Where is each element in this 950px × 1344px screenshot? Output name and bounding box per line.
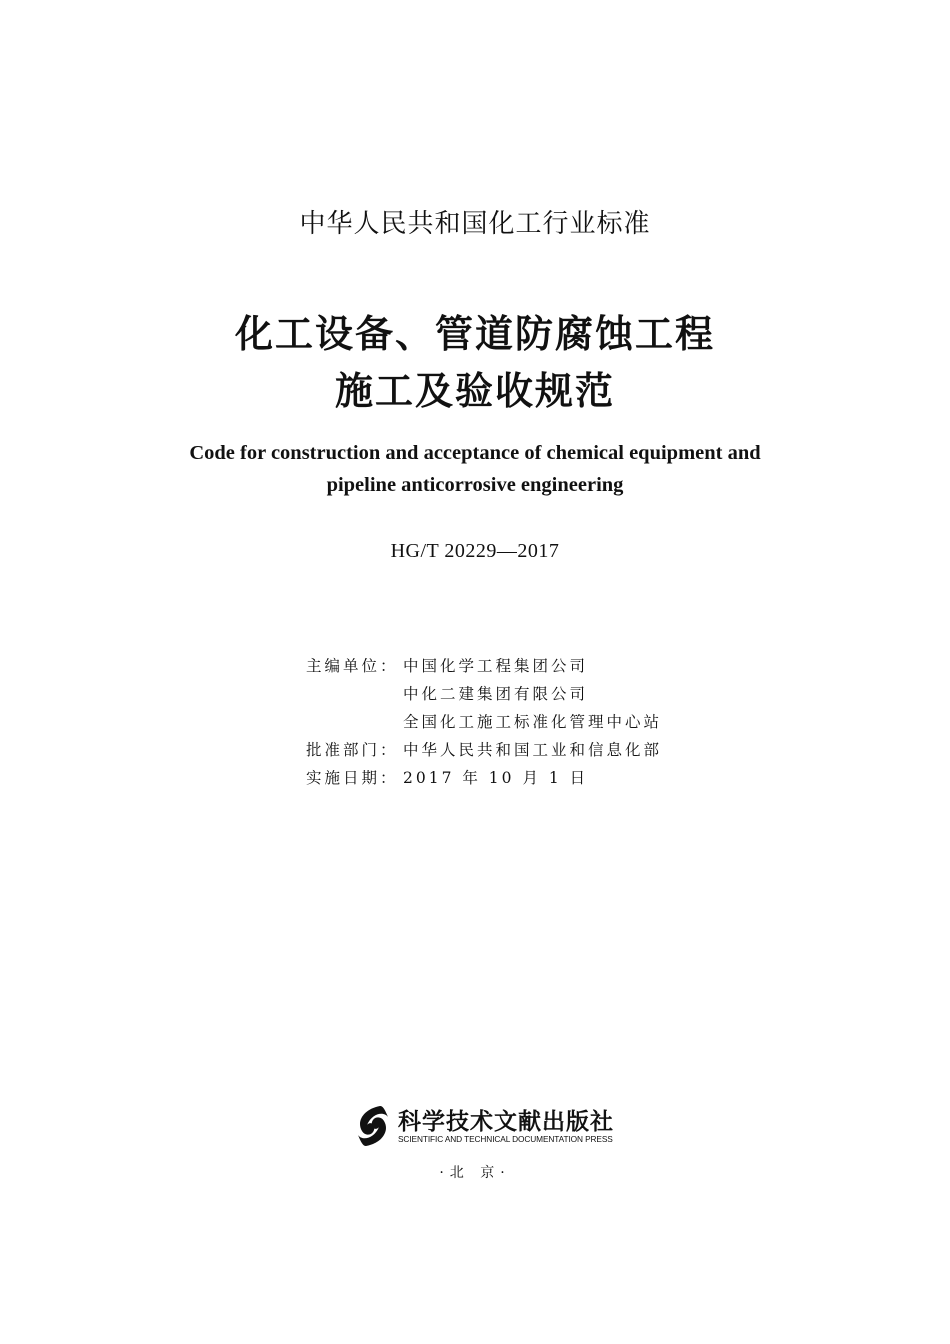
standard-code: HG/T 20229—2017 bbox=[390, 540, 560, 562]
editor-3: 全国化工施工标准化管理中心站 bbox=[403, 713, 663, 731]
document-title-line-1: 化工设备、管道防腐蚀工程 bbox=[234, 312, 715, 356]
editor-row bbox=[306, 654, 588, 676]
date-value: 2017 年 10 月 1 日 bbox=[403, 769, 589, 787]
document-title-line-2: 施工及验收规范 bbox=[334, 369, 615, 413]
industry-standard-heading: 中华人民共和国化工行业标准 bbox=[299, 209, 651, 239]
publisher-swirl-logo-icon bbox=[350, 1103, 396, 1149]
english-title-line-2: pipeline anticorrosive engineering bbox=[326, 474, 624, 496]
date-label: 实施日期： bbox=[306, 769, 399, 787]
approval-row bbox=[306, 738, 662, 760]
approval-value: 中华人民共和国工业和信息化部 bbox=[403, 741, 663, 759]
editor-1: 中国化学工程集团公司 bbox=[403, 657, 589, 675]
date-row bbox=[306, 766, 588, 788]
english-title-line-1: Code for construction and acceptance of chemical equipment and bbox=[189, 442, 761, 464]
editor-2: 中化二建集团有限公司 bbox=[403, 685, 589, 703]
approval-label: 批准部门： bbox=[306, 741, 399, 759]
publisher-block bbox=[350, 1101, 640, 1153]
publisher-name-en: SCIENTIFIC AND TECHNICAL DOCUMENTATION PRESS bbox=[398, 1134, 613, 1144]
publisher-name-cn: 科学技术文献出版社 bbox=[398, 1109, 614, 1135]
editor-label: 主编单位： bbox=[306, 657, 399, 675]
publisher-city: ·北 京· bbox=[439, 1165, 511, 1181]
